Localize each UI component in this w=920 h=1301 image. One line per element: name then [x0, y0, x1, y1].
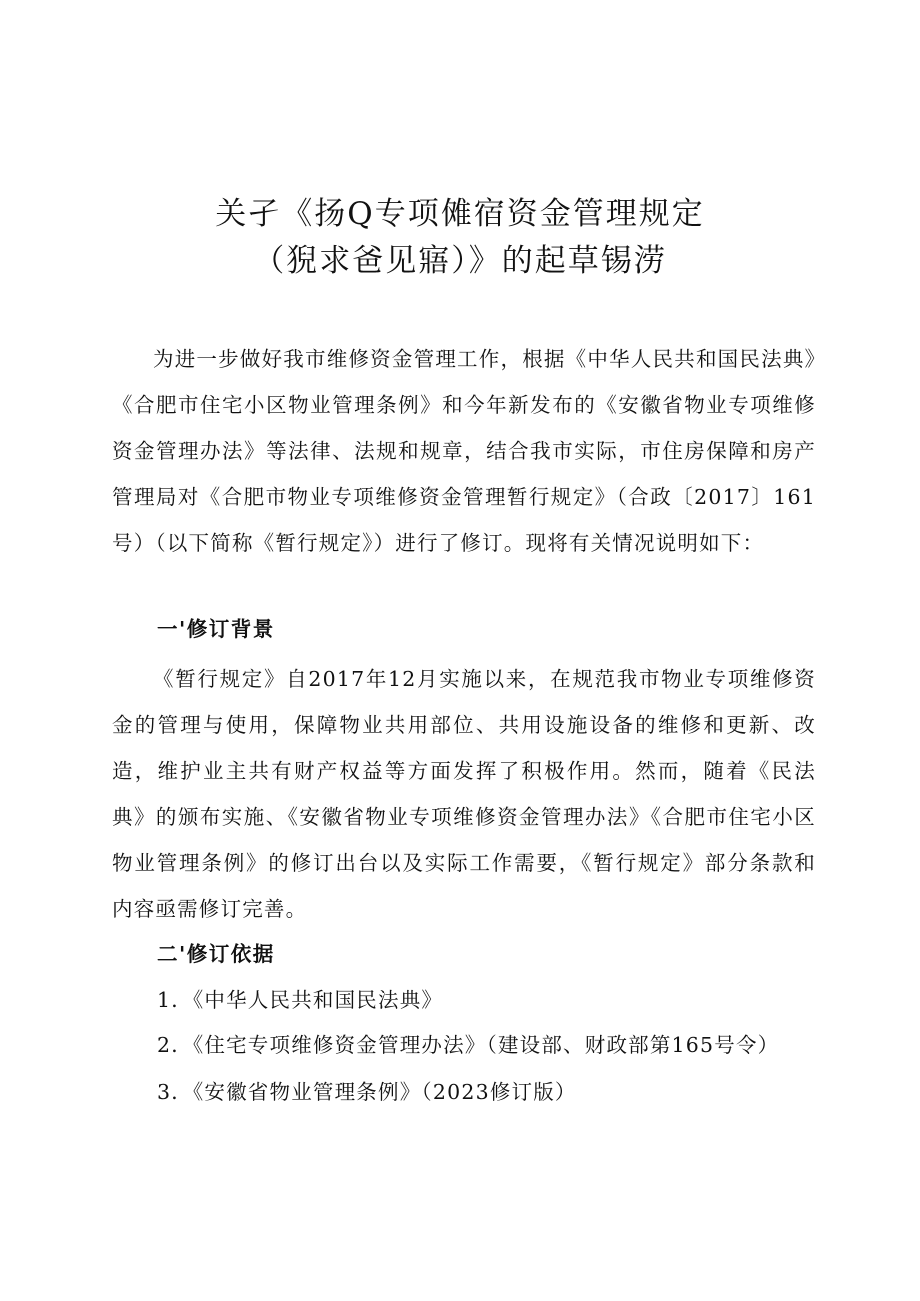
section-heading-basis: 二'修订依据: [157, 942, 275, 966]
document-title-line-2: （猊求爸见寤）》的起草锡涝: [253, 243, 667, 279]
intro-paragraph: 为进一步做好我市维修资金管理工作，根据《中华人民共和国民法典》《合肥市住宅小区物业管理条例》和今年新发布的《安徽省物业专项维修资金管理办法》等法律、法规和规章，结合我市实际，市住房保障和房产管理局对《合肥市物业专项维修资金管理暂行规定》（合政〔2017〕161号）（以下简称《暂行规定》）进行了修订。现将有关情况说明如下：: [112, 347, 816, 555]
section-heading-background: 一'修订背景: [157, 617, 275, 641]
basis-list-item: 2．《住宅专项维修资金管理办法》（建设部、财政部第165号令）: [157, 1033, 780, 1057]
basis-list-item: 1．《中华人民共和国民法典》: [157, 988, 444, 1012]
basis-list-item: 3．《安徽省物业管理条例》（2023修订版）: [157, 1080, 577, 1104]
document-title-line-1: 关孑《扬Q专项傩宿资金管理规定: [215, 196, 705, 232]
background-paragraph: 《暂行规定》自2017年12月实施以来，在规范我市物业专项维修资金的管理与使用，保障物业共用部位、共用设施设备的维修和更新、改造，维护业主共有财产权益等方面发挥了积极作用。然而，随着《民法典》的颁布实施、《安徽省物业专项维修资金管理办法》《合肥市住宅小区物业管理条例》的修订出台以及实际工作需要，《暂行规定》部分条款和内容亟需修订完善。: [112, 667, 816, 921]
